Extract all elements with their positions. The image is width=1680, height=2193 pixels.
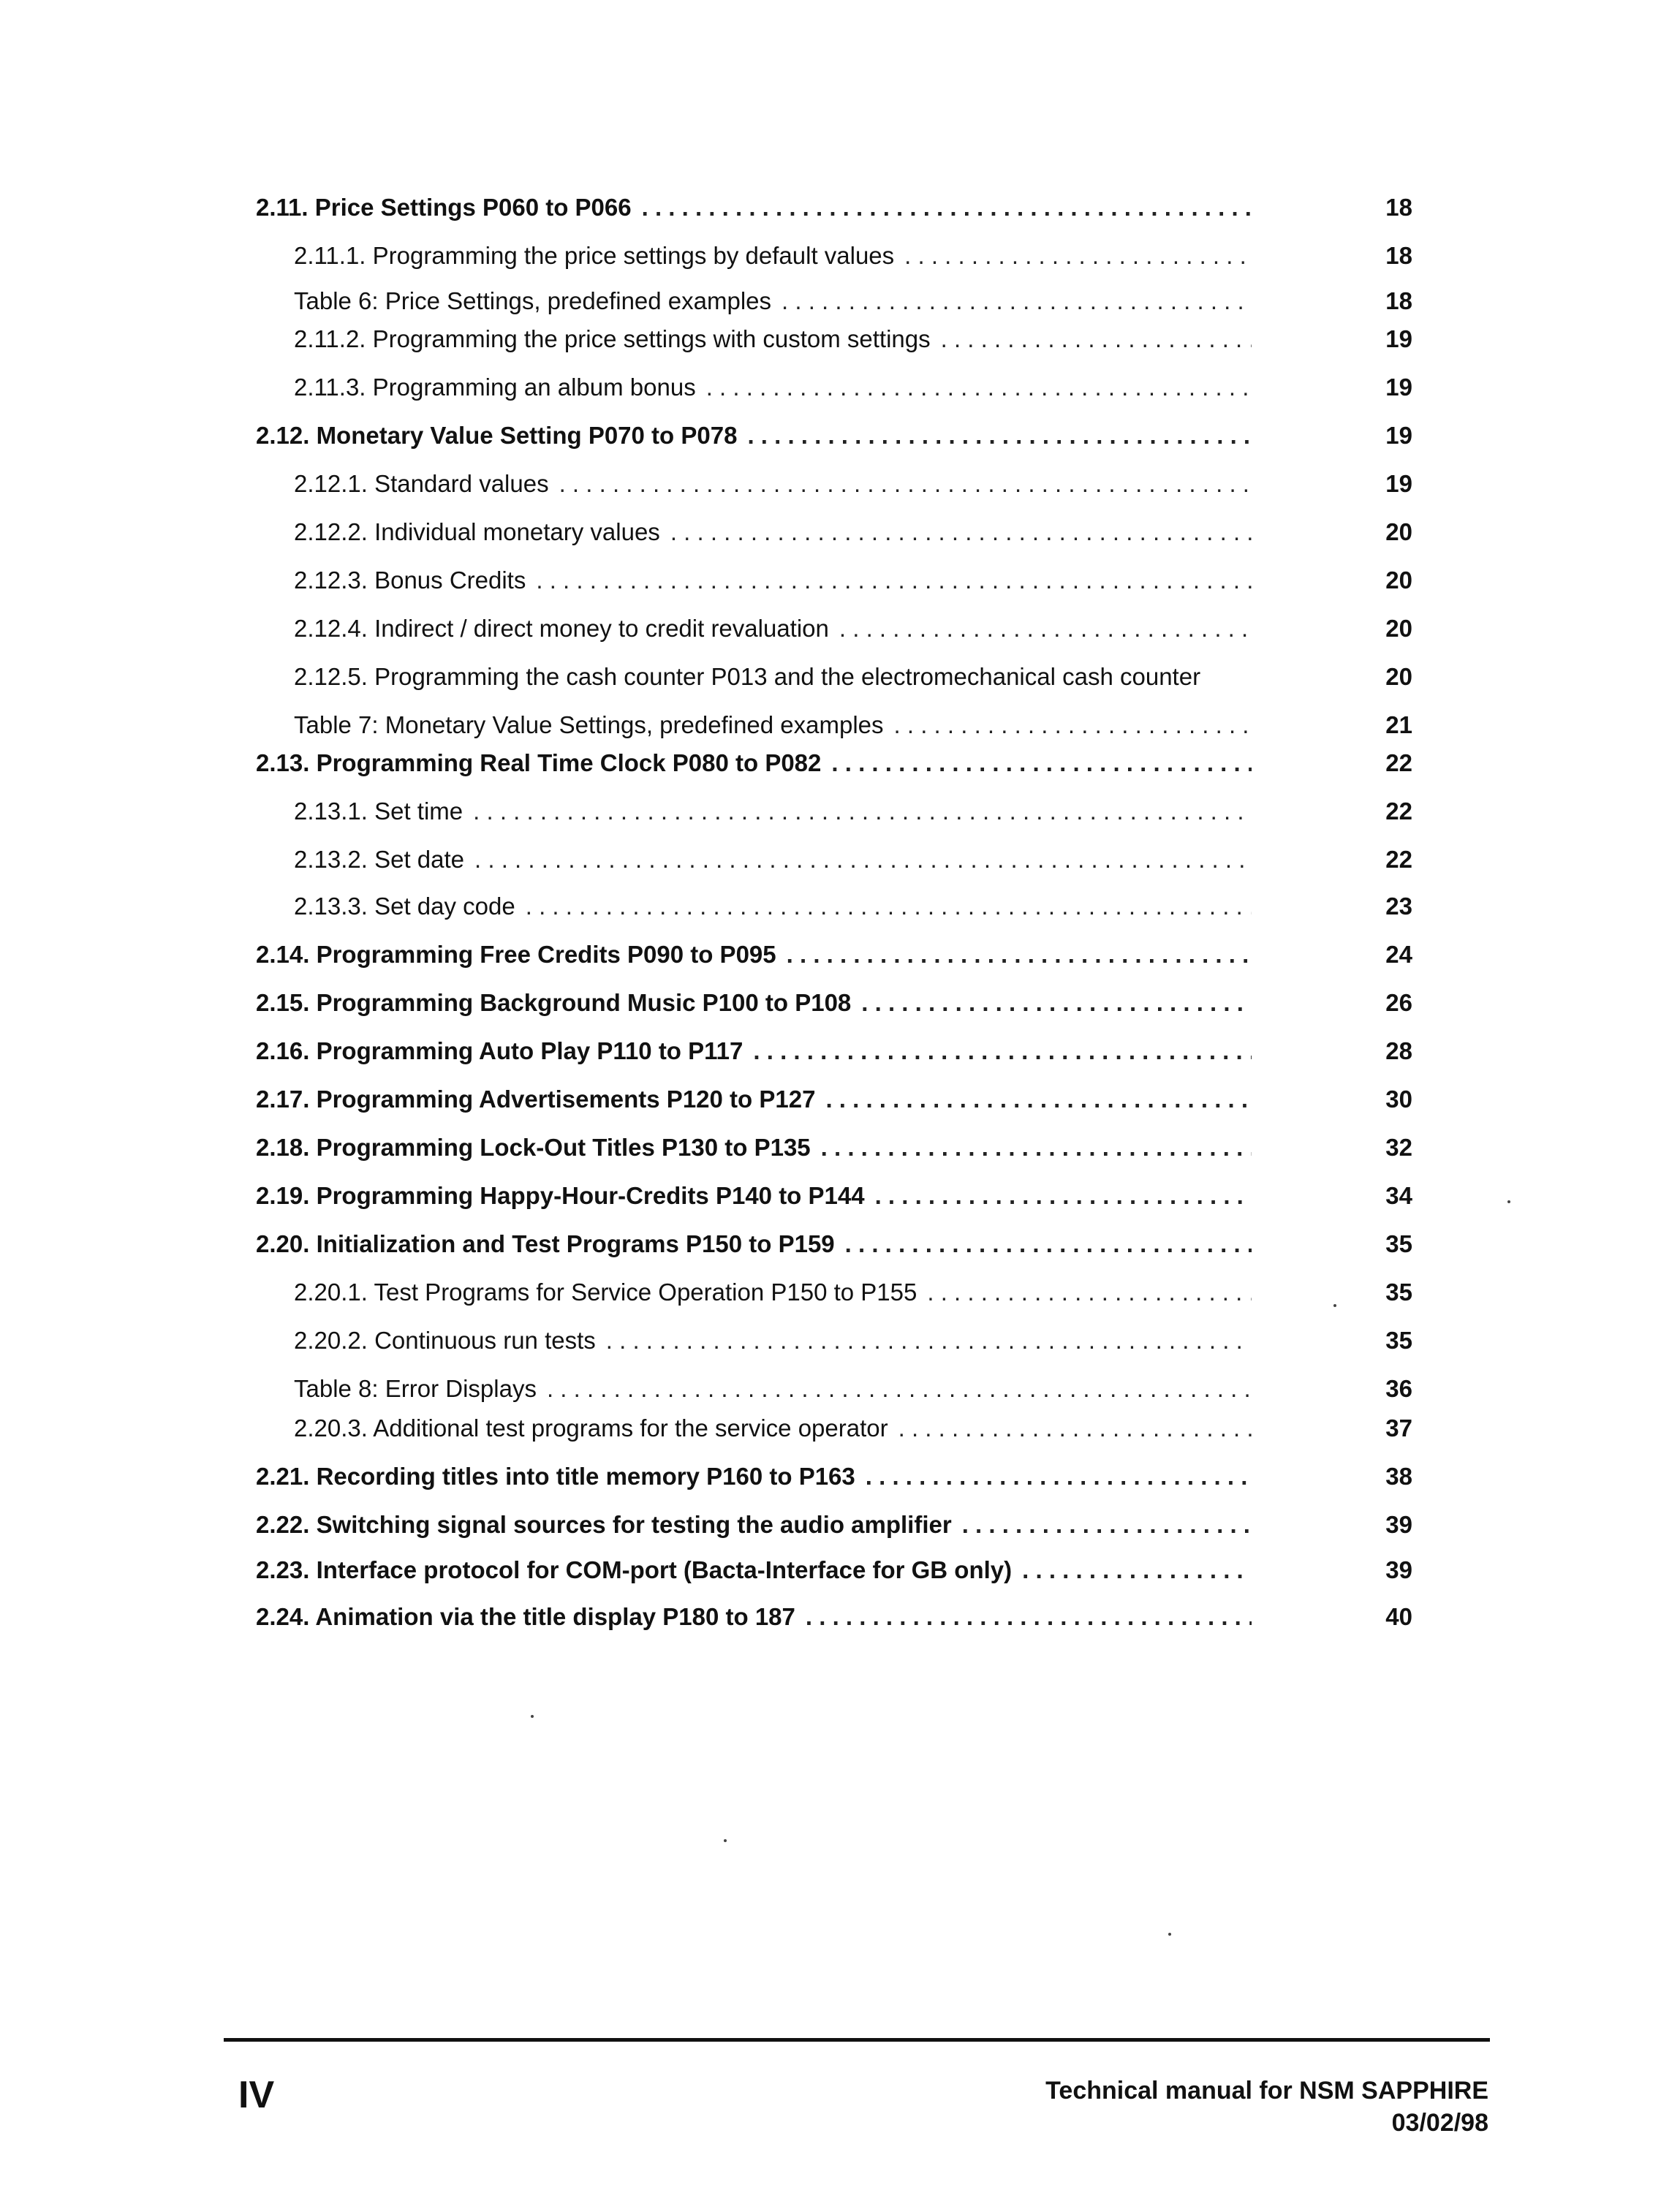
toc-entry-page: 38 <box>1385 1463 1412 1490</box>
toc-entry-title: 2.17. Programming Advertisements P120 to P127 <box>256 1086 816 1113</box>
toc-entry <box>294 1414 1412 1443</box>
footer-divider <box>224 2038 1490 2042</box>
toc-entry <box>294 1374 1412 1404</box>
toc-entry <box>294 373 1412 402</box>
scan-speck <box>724 1839 727 1842</box>
toc-entry-title: 2.22. Switching signal sources for testing the audio amplifier <box>256 1511 952 1538</box>
toc-entry-title: 2.20.2. Continuous run tests <box>294 1327 596 1354</box>
toc-entry-page: 20 <box>1385 663 1412 690</box>
toc-entry <box>256 1510 1412 1539</box>
toc-entry <box>256 421 1412 450</box>
toc-dot-leader <box>706 373 1252 402</box>
toc-entry-title: 2.23. Interface protocol for COM-port (Bacta-Interface for GB only) <box>256 1556 1013 1583</box>
toc-entry-title: 2.13.1. Set time <box>294 798 463 825</box>
toc-entry <box>256 1133 1412 1162</box>
toc-entry-page: 21 <box>1385 711 1412 738</box>
toc-entry-title: Table 7: Monetary Value Settings, predefined examples <box>294 711 884 738</box>
toc-dot-leader <box>747 421 1252 450</box>
toc-entry-title: 2.11. Price Settings P060 to P066 <box>256 194 632 221</box>
toc-entry-title: 2.15. Programming Background Music P100 to P108 <box>256 989 852 1016</box>
scan-speck <box>1333 1304 1336 1307</box>
toc-dot-leader <box>861 988 1252 1018</box>
toc-entry-title: Table 6: Price Settings, predefined examples <box>294 287 772 314</box>
toc-entry-page: 24 <box>1385 941 1412 968</box>
toc-dot-leader <box>806 1602 1252 1632</box>
toc-dot-leader <box>825 1085 1252 1114</box>
toc-dot-leader <box>526 892 1252 921</box>
toc-entry <box>294 469 1412 499</box>
toc-dot-leader <box>753 1037 1252 1066</box>
toc-entry-title: 2.24. Animation via the title display P180 to 187 <box>256 1603 795 1630</box>
toc-dot-leader <box>904 241 1252 270</box>
toc-entry-page: 18 <box>1385 287 1412 314</box>
toc-entry <box>294 566 1412 595</box>
toc-entry <box>294 662 1412 692</box>
toc-entry-title: 2.18. Programming Lock-Out Titles P130 to P135 <box>256 1134 811 1161</box>
toc-entry <box>256 1181 1412 1211</box>
toc-dot-leader <box>473 797 1252 826</box>
toc-entry-title: 2.20.1. Test Programs for Service Operation P150 to P155 <box>294 1279 917 1306</box>
toc-entry-page: 19 <box>1385 325 1412 352</box>
toc-entry-page: 19 <box>1385 374 1412 401</box>
footer-date: 03/02/98 <box>1391 2109 1488 2137</box>
toc-entry <box>256 940 1412 969</box>
toc-dot-leader <box>866 1462 1252 1491</box>
toc-entry-title: 2.13.2. Set date <box>294 846 465 873</box>
toc-dot-leader <box>839 614 1252 643</box>
toc-dot-leader <box>1022 1556 1252 1585</box>
toc-entry-title: Table 8: Error Displays <box>294 1375 537 1402</box>
toc-entry-page: 32 <box>1385 1134 1412 1161</box>
footer-manual-title: Technical manual for NSM SAPPHIRE <box>1045 2077 1488 2105</box>
toc-entry <box>294 614 1412 643</box>
footer-page-number: IV <box>238 2074 275 2116</box>
toc-entry-title: 2.12.4. Indirect / direct money to credit revaluation <box>294 615 829 642</box>
toc-dot-leader <box>547 1374 1252 1404</box>
toc-entry-page: 18 <box>1385 242 1412 269</box>
toc-entry <box>294 518 1412 547</box>
toc-dot-leader <box>474 845 1252 874</box>
toc-entry <box>294 845 1412 874</box>
toc-entry-title: 2.13.3. Set day code <box>294 893 515 920</box>
toc-entry-page: 35 <box>1385 1327 1412 1354</box>
toc-entry-page: 20 <box>1385 567 1412 594</box>
toc-dot-leader <box>941 325 1252 354</box>
toc-entry-page: 37 <box>1385 1414 1412 1442</box>
scan-speck <box>1507 1200 1510 1203</box>
toc-entry-title: 2.11.2. Programming the price settings with custom settings <box>294 325 931 352</box>
toc-entry <box>256 1037 1412 1066</box>
toc-entry-title: 2.16. Programming Auto Play P110 to P117 <box>256 1037 743 1064</box>
toc-entry <box>294 892 1412 921</box>
toc-entry-title: 2.13. Programming Real Time Clock P080 to P082 <box>256 749 822 776</box>
toc-entry-page: 20 <box>1385 518 1412 545</box>
toc-entry <box>294 287 1412 316</box>
toc-entry <box>294 1326 1412 1355</box>
toc-entry <box>294 797 1412 826</box>
toc-entry-page: 22 <box>1385 846 1412 873</box>
toc-dot-leader <box>670 518 1252 547</box>
toc-entry-title: 2.12.2. Individual monetary values <box>294 518 660 545</box>
toc-entry <box>256 1085 1412 1114</box>
toc-entry-page: 22 <box>1385 798 1412 825</box>
toc-entry-page: 34 <box>1385 1182 1412 1209</box>
toc-entry-page: 36 <box>1385 1375 1412 1402</box>
toc-entry <box>294 241 1412 270</box>
toc-entry-title: 2.14. Programming Free Credits P090 to P095 <box>256 941 776 968</box>
toc-entry-page: 39 <box>1385 1556 1412 1583</box>
toc-dot-leader <box>894 711 1252 740</box>
toc-dot-leader <box>559 469 1252 499</box>
footer-document-info <box>1045 2075 1488 2139</box>
toc-entry <box>256 988 1412 1018</box>
toc-entry-title: 2.20.3. Additional test programs for the service operator <box>294 1414 888 1442</box>
toc-entry-page: 35 <box>1385 1279 1412 1306</box>
toc-dot-leader <box>875 1181 1252 1211</box>
scan-speck <box>531 1715 534 1718</box>
toc-entry-page: 28 <box>1385 1037 1412 1064</box>
toc-entry-page: 19 <box>1385 422 1412 449</box>
toc-entry-title: 2.12. Monetary Value Setting P070 to P078 <box>256 422 738 449</box>
toc-entry-title: 2.11.1. Programming the price settings by default values <box>294 242 895 269</box>
toc-entry-title: 2.12.1. Standard values <box>294 470 549 497</box>
toc-entry <box>294 1278 1412 1307</box>
toc-entry-page: 35 <box>1385 1230 1412 1257</box>
toc-dot-leader <box>898 1414 1252 1443</box>
toc-entry <box>294 711 1412 740</box>
toc-entry-page: 39 <box>1385 1511 1412 1538</box>
toc-entry-title: 2.19. Programming Happy-Hour-Credits P140 to P144 <box>256 1182 865 1209</box>
toc-entry-page: 20 <box>1385 615 1412 642</box>
toc-entry-title: 2.12.3. Bonus Credits <box>294 567 526 594</box>
scan-speck <box>1168 1933 1171 1936</box>
toc-dot-leader <box>821 1133 1252 1162</box>
toc-entry-page: 23 <box>1385 893 1412 920</box>
toc-entry-title: 2.21. Recording titles into title memory P160 to P163 <box>256 1463 855 1490</box>
toc-entry-page: 30 <box>1385 1086 1412 1113</box>
toc-entry-page: 19 <box>1385 470 1412 497</box>
toc-dot-leader <box>927 1278 1252 1307</box>
toc-dot-leader <box>845 1230 1252 1259</box>
toc-entry <box>256 1556 1412 1585</box>
toc-entry-page: 26 <box>1385 989 1412 1016</box>
toc-entry <box>256 1462 1412 1491</box>
toc-entry <box>256 749 1412 778</box>
toc-dot-leader <box>536 566 1252 595</box>
toc-entry-title: 2.12.5. Programming the cash counter P013 and the electromechanical cash counter <box>294 663 1201 690</box>
toc-dot-leader <box>642 193 1252 222</box>
toc-entry-page: 18 <box>1385 194 1412 221</box>
toc-entry <box>294 325 1412 354</box>
toc-dot-leader <box>831 749 1252 778</box>
toc-dot-leader <box>787 940 1252 969</box>
toc-entry-title: 2.20. Initialization and Test Programs P150 to P159 <box>256 1230 835 1257</box>
toc-entry <box>256 193 1412 222</box>
toc-dot-leader <box>606 1326 1252 1355</box>
toc-dot-leader <box>962 1510 1252 1539</box>
toc-entry-title: 2.11.3. Programming an album bonus <box>294 374 696 401</box>
toc-entry-page: 22 <box>1385 749 1412 776</box>
toc-entry <box>256 1230 1412 1259</box>
toc-entry-page: 40 <box>1385 1603 1412 1630</box>
toc-entry <box>256 1602 1412 1632</box>
toc-dot-leader <box>782 287 1252 316</box>
